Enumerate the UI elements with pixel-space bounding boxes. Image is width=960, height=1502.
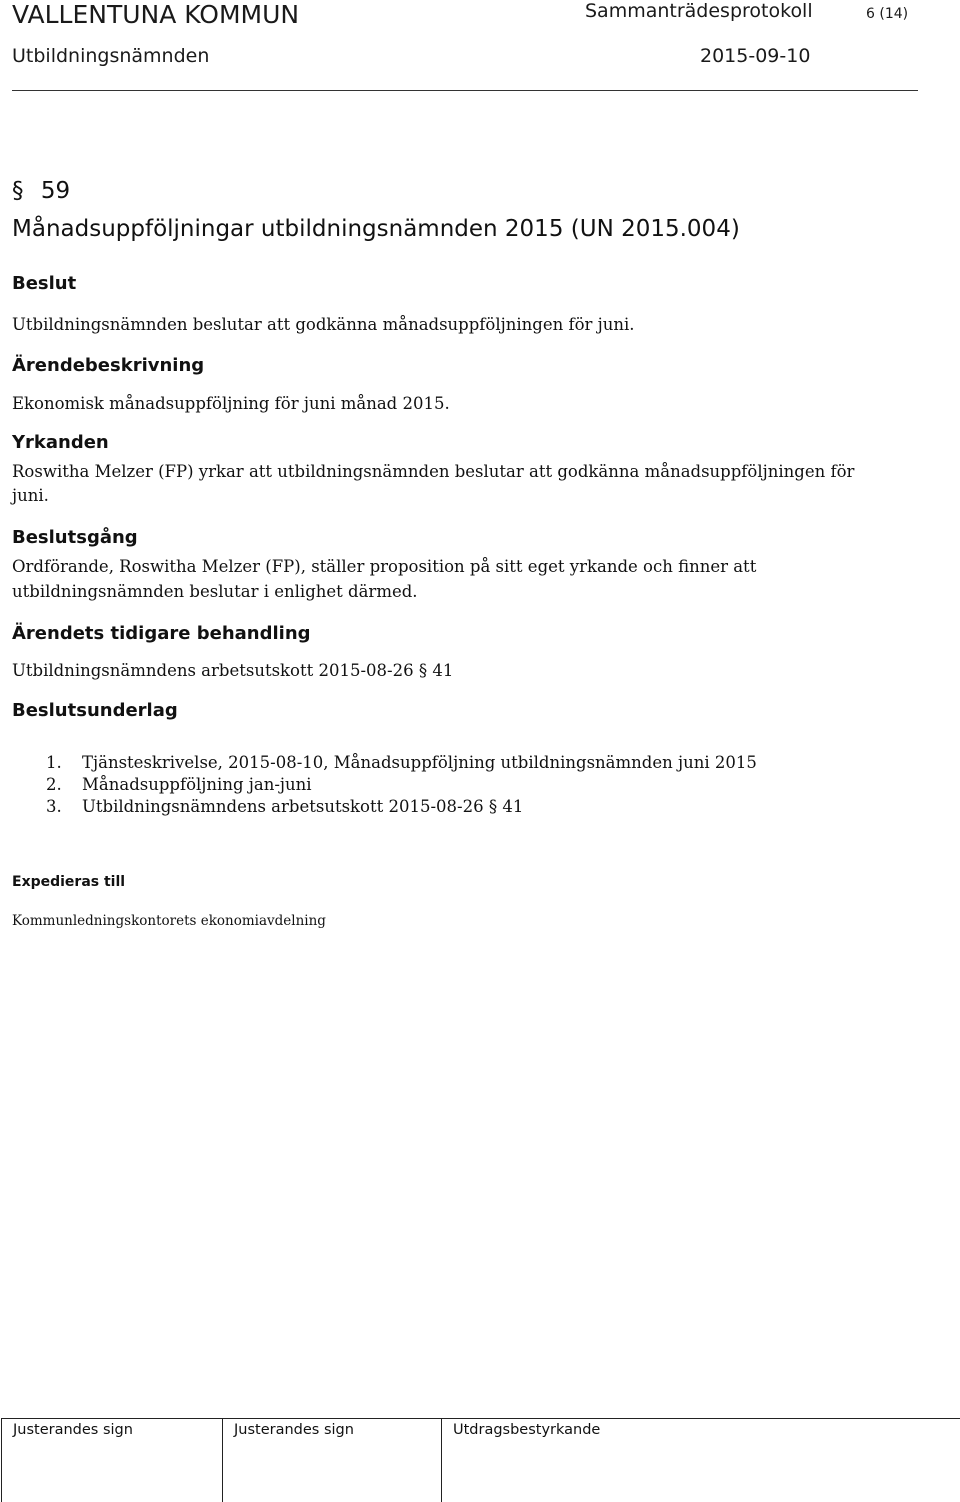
paragraph-symbol: § bbox=[12, 178, 24, 204]
arendebeskrivning-heading: Ärendebeskrivning bbox=[12, 355, 205, 376]
tidigare-behandling-heading: Ärendets tidigare behandling bbox=[12, 623, 311, 644]
expedieras-recipient: Kommunledningskontorets ekonomiavdelning bbox=[12, 913, 326, 929]
meeting-date: 2015-09-10 bbox=[700, 45, 811, 67]
expedieras-heading: Expedieras till bbox=[12, 874, 126, 890]
beslutsgang-text-line2: utbildningsnämnden beslutar i enlighet därmed. bbox=[12, 582, 418, 601]
beslut-text: Utbildningsnämnden beslutar att godkänna månadsuppföljningen för juni. bbox=[12, 315, 635, 334]
page-title: Månadsuppföljningar utbildningsnämnden 2015 (UN 2015.004) bbox=[12, 216, 740, 242]
beslutsgang-text-line1: Ordförande, Roswitha Melzer (FP), ställer proposition på sitt eget yrkande och finner att bbox=[12, 557, 757, 576]
beslutsunderlag-heading: Beslutsunderlag bbox=[12, 700, 178, 721]
list-item-number: 3. bbox=[46, 797, 62, 816]
list-item-text: Utbildningsnämndens arbetsutskott 2015-08-26 § 41 bbox=[82, 797, 524, 816]
committee-name: Utbildningsnämnden bbox=[12, 45, 210, 67]
page-number: 6 (14) bbox=[866, 6, 909, 22]
arendebeskrivning-text: Ekonomisk månadsuppföljning för juni månad 2015. bbox=[12, 394, 450, 413]
list-item-text: Månadsuppföljning jan-juni bbox=[82, 775, 312, 794]
list-item-number: 1. bbox=[46, 753, 62, 772]
certification-box bbox=[441, 1418, 960, 1502]
beslutsgang-heading: Beslutsgång bbox=[12, 527, 138, 548]
tidigare-behandling-text: Utbildningsnämndens arbetsutskott 2015-08-26 § 41 bbox=[12, 661, 454, 680]
list-item-text: Tjänsteskrivelse, 2015-08-10, Månadsuppföljning utbildningsnämnden juni 2015 bbox=[82, 753, 757, 772]
paragraph-heading bbox=[12, 178, 70, 204]
signature-box-2 bbox=[222, 1418, 442, 1502]
beslut-heading: Beslut bbox=[12, 273, 77, 294]
organization-name: VALLENTUNA KOMMUN bbox=[12, 0, 300, 29]
yrkanden-text-line1: Roswitha Melzer (FP) yrkar att utbildningsnämnden beslutar att godkänna månadsuppföljningen för bbox=[12, 462, 855, 481]
yrkanden-heading: Yrkanden bbox=[12, 432, 109, 453]
signature-box-1 bbox=[1, 1418, 223, 1502]
paragraph-number: 59 bbox=[40, 178, 71, 204]
yrkanden-text-line2: juni. bbox=[12, 486, 49, 505]
signature-label-1: Justerandes sign bbox=[13, 1422, 133, 1438]
list-item-number: 2. bbox=[46, 775, 62, 794]
header-rule bbox=[12, 90, 918, 91]
certification-label: Utdragsbestyrkande bbox=[453, 1422, 601, 1438]
document-type: Sammanträdesprotokoll bbox=[585, 0, 813, 22]
signature-label-2: Justerandes sign bbox=[234, 1422, 354, 1438]
